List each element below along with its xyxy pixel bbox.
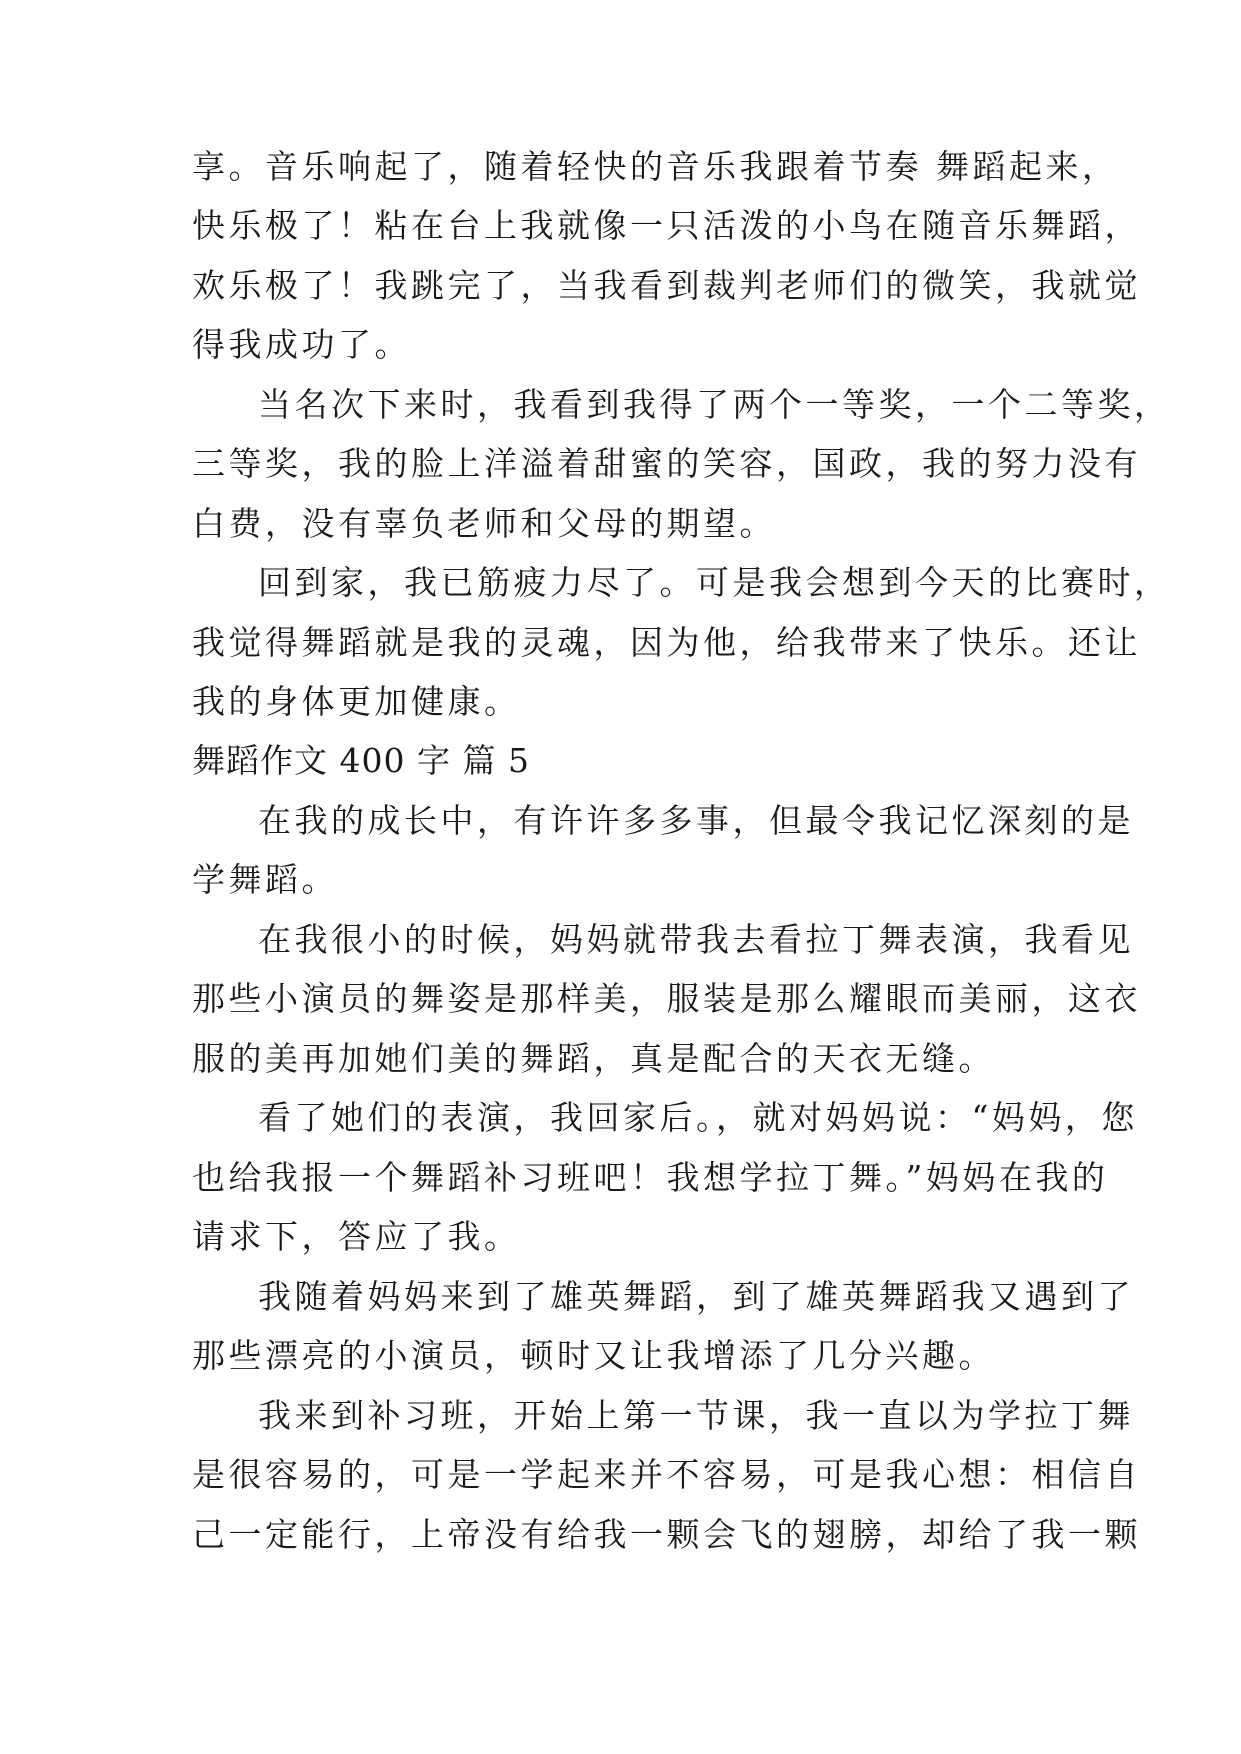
text-line: 我的身体更加健康。 — [192, 682, 521, 721]
text-line: 是很容易的，可是一学起来并不容易，可是我心想：相信自 — [192, 1455, 1141, 1494]
text-line: 己一定能行，上帝没有给我一颗会飞的翅膀，却给了我一颗 — [192, 1515, 1141, 1554]
text-line: 享。音乐响起了，随着轻快的音乐我跟着节奏 舞蹈起来， — [192, 147, 1119, 186]
section-heading: 舞蹈作文 400 字 篇 5 — [192, 741, 530, 780]
paragraph-first-line: 看了她们的表演，我回家后。，就对妈妈说：“妈妈，您 — [258, 1098, 1138, 1137]
paragraph-first-line: 当名次下来时，我看到我得了两个一等奖，一个二等奖， — [258, 385, 1171, 424]
text-line: 三等奖，我的脸上洋溢着甜蜜的笑容，国政，我的努力没有 — [192, 444, 1141, 483]
text-line: 学舞蹈。 — [192, 860, 338, 899]
paragraph-first-line: 在我的成长中，有许许多多事，但最令我记忆深刻的是 — [258, 801, 1134, 840]
paragraph-first-line: 我随着妈妈来到了雄英舞蹈，到了雄英舞蹈我又遇到了 — [258, 1277, 1134, 1316]
text-line: 欢乐极了！我跳完了，当我看到裁判老师们的微笑，我就觉 — [192, 266, 1141, 305]
text-line: 得我成功了。 — [192, 325, 411, 364]
paragraph-first-line: 我来到补习班，开始上第一节课，我一直以为学拉丁舞 — [258, 1396, 1134, 1435]
text-line: 服的美再加她们美的舞蹈，真是配合的天衣无缝。 — [192, 1039, 995, 1078]
text-line: 我觉得舞蹈就是我的灵魂，因为他，给我带来了快乐。还让 — [192, 623, 1141, 662]
text-line: 那些小演员的舞姿是那样美，服装是那么耀眼而美丽，这衣 — [192, 979, 1141, 1018]
text-line: 也给我报一个舞蹈补习班吧！我想学拉丁舞。”妈妈在我的 — [192, 1158, 1109, 1197]
text-line: 快乐极了！粘在台上我就像一只活泼的小鸟在随音乐舞蹈， — [192, 206, 1141, 245]
text-line: 请求下，答应了我。 — [192, 1217, 521, 1256]
text-line: 那些漂亮的小演员，顿时又让我增添了几分兴趣。 — [192, 1336, 995, 1375]
text-line: 白费，没有辜负老师和父母的期望。 — [192, 504, 776, 543]
paragraph-first-line: 在我很小的时候，妈妈就带我去看拉丁舞表演，我看见 — [258, 920, 1134, 959]
paragraph-first-line: 回到家，我已筋疲力尽了。可是我会想到今天的比赛时， — [258, 563, 1171, 602]
